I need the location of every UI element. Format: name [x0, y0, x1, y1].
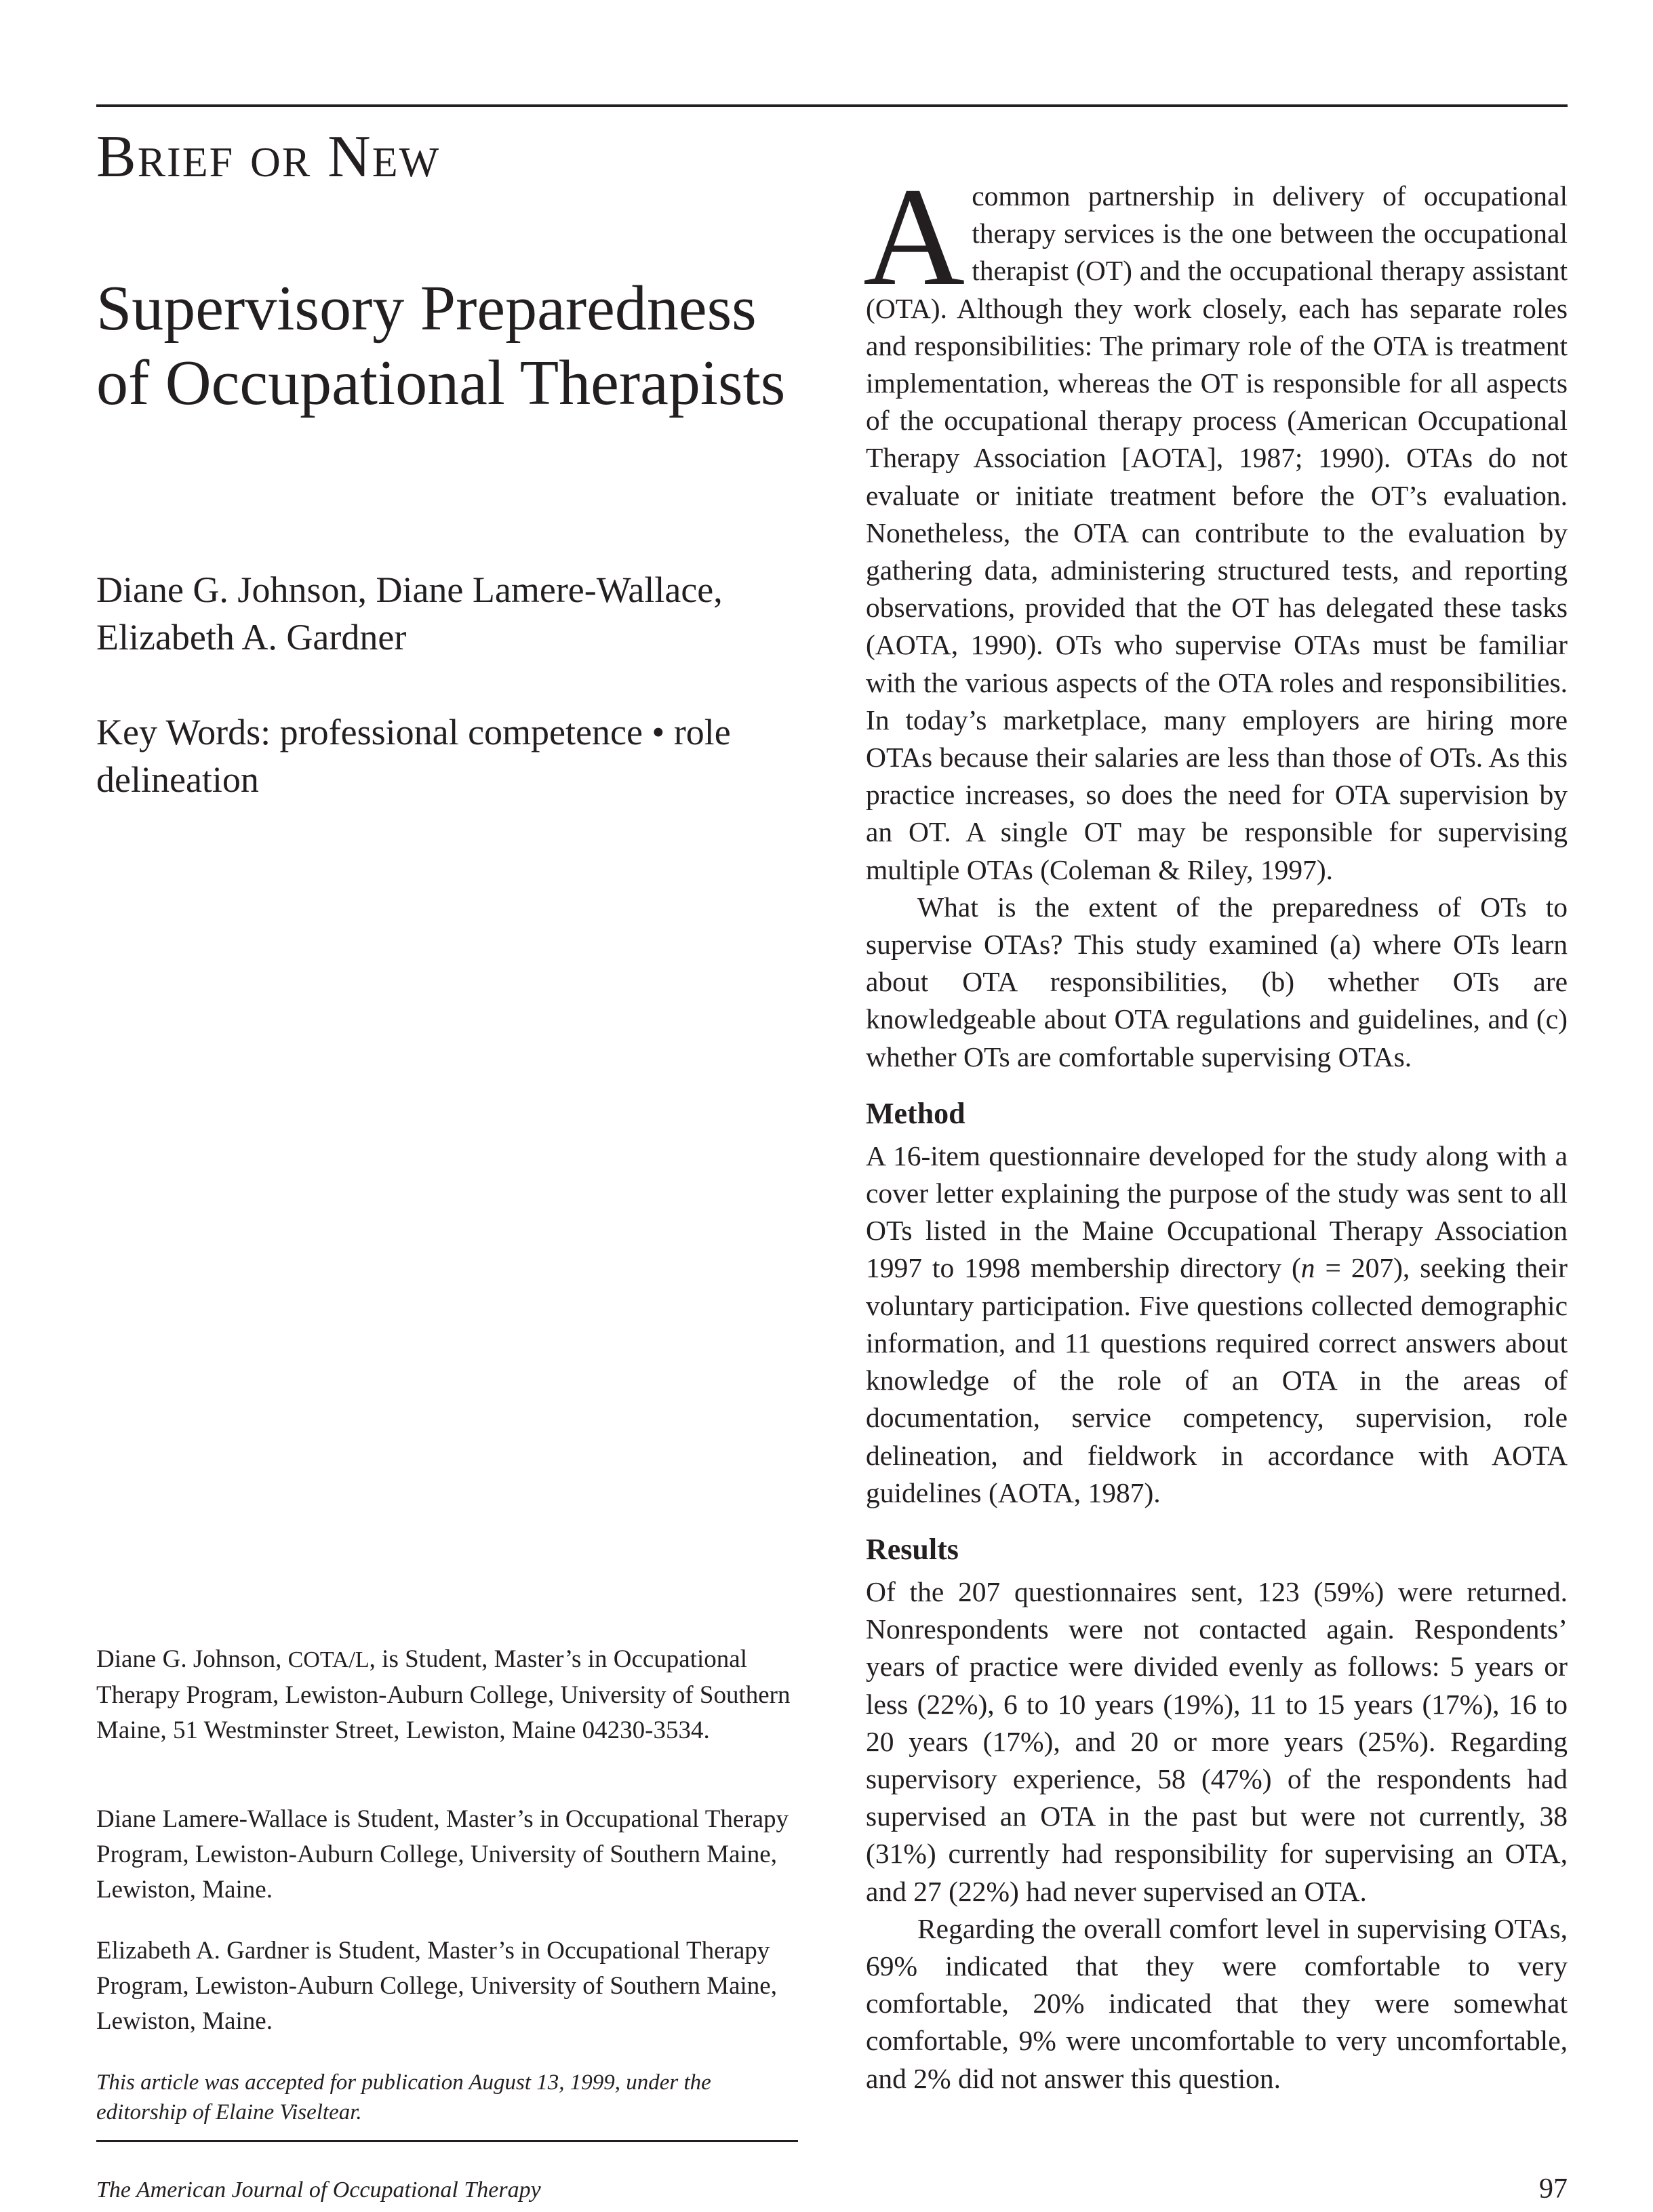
bottom-rule — [96, 2140, 798, 2142]
affiliation-johnson-details: , is Student, Master’s in Occupational Therapy Program, Lewiston-Auburn College, University of Southern Maine, 51 Westminster Street, Lewiston, Maine 04230-3534. — [96, 1645, 791, 1744]
method-paragraph — [866, 1138, 1568, 1512]
results-heading: Results — [866, 1532, 959, 1566]
intro-paragraph-1 — [863, 159, 1568, 889]
affiliation-johnson — [96, 1642, 815, 1748]
method-text-part-2: = 207), seeking their voluntary participation. Five questions collected demographic information, and 11 questions required correct answers about knowledge of the role of an OTA in the areas of documentation, service competency, supervision, role delineation, and fieldwork in accordance with AOTA guidelines (AOTA, 1987). — [866, 1252, 1568, 1508]
results-paragraph-1: Of the 207 questionnaires sent, 123 (59%) were returned. Nonrespondents were not contacted again. Respondents’ years of practice were divided evenly as follows: 5 years or less (22%), 6 to 10 years (19%), 11 to 15 years (17%), 16 to 20 years (17%), and 20 or more years (25%). Regarding supervisory experience, 58 (47%) of the respondents had supervised an OTA in the past but were not currently, 38 (31%) currently had responsibility for supervising an OTA, and 27 (22%) had never supervised an OTA. — [866, 1575, 1568, 1907]
sample-size-symbol: n — [1300, 1252, 1315, 1284]
method-heading: Method — [866, 1096, 965, 1130]
affiliation-gardner: Elizabeth A. Gardner is Student, Master’s in Occupational Therapy Program, Lewiston-Auburn College, University of Southern Maine, Lewiston, Maine. — [96, 1937, 777, 2035]
article-keywords: Key Words: professional competence • role delineation — [96, 712, 731, 800]
affiliation-johnson-credential: COTA/L — [287, 1647, 370, 1672]
top-rule — [96, 104, 1568, 107]
intro-paragraph-1-text: common partnership in delivery of occupational therapy services is the one between the occupational therapist (OT) and the occupational therapy assistant (OTA). Although they work closely, each has separate roles and responsibilities: The primary role of the OTA is treatment implementation, whereas the OT is responsible for all aspects of the occupational therapy process (American Occupational Therapy Association [AOTA], 1987; 1990). OTAs do not evaluate or initiate treatment before the OT’s evaluation. Nonetheless, the OTA can contribute to the evaluation by gathering data, administering structured tests, and reporting observations, provided that the OT has delegated these tasks (AOTA, 1990). OTs who supervise OTAs must be familiar with the various aspects of the OTA roles and responsibilities. In today’s marketplace, many employers are hiring more OTAs because their salaries are less than those of OTs. As this practice increases, so does the need for OTA supervision by an OT. A single OT may be responsible for supervising multiple OTAs (Coleman & Riley, 1997). — [866, 180, 1568, 885]
affiliation-lamere-wallace: Diane Lamere-Wallace is Student, Master’s in Occupational Therapy Program, Lewiston-Auburn College, University of Southern Maine, Lewiston, Maine. — [96, 1805, 789, 1904]
results-paragraph-2: Regarding the overall comfort level in supervising OTAs, 69% indicated that they were comfortable to very comfortable, 20% indicated that they were somewhat comfortable, 9% were uncomfortable to very uncomfortable, and 2% did not answer this question. — [866, 1912, 1568, 2094]
intro-paragraph-2: What is the extent of the preparedness of OTs to supervise OTAs? This study examined (a) where OTs learn about OTA responsibilities, (b) whether OTs are knowledgeable about OTA regulations and guidelines, and (c) whether OTs are comfortable supervising OTAs. — [866, 891, 1568, 1072]
drop-cap: A — [863, 159, 965, 315]
page-number: 97 — [1539, 2173, 1568, 2205]
method-text-part-1: A 16-item questionnaire developed for the study along with a cover letter explaining the purpose of the study was sent to all OTs listed in the Maine Occupational Therapy Association 1997 to 1998 membership directory ( — [866, 1140, 1568, 1284]
affiliation-johnson-name: Diane G. Johnson, — [96, 1645, 288, 1673]
section-label: Brief or New — [96, 124, 441, 190]
article-title: Supervisory Preparedness of Occupational Therapists — [96, 273, 786, 418]
article-authors: Diane G. Johnson, Diane Lamere-Wallace, Elizabeth A. Gardner — [96, 569, 723, 658]
acceptance-note: This article was accepted for publication August 13, 1999, under the editorship of Elaine Viseltear. — [96, 2070, 711, 2125]
body-column — [863, 159, 1568, 2097]
footer-journal-name: The American Journal of Occupational Therapy — [96, 2177, 541, 2203]
